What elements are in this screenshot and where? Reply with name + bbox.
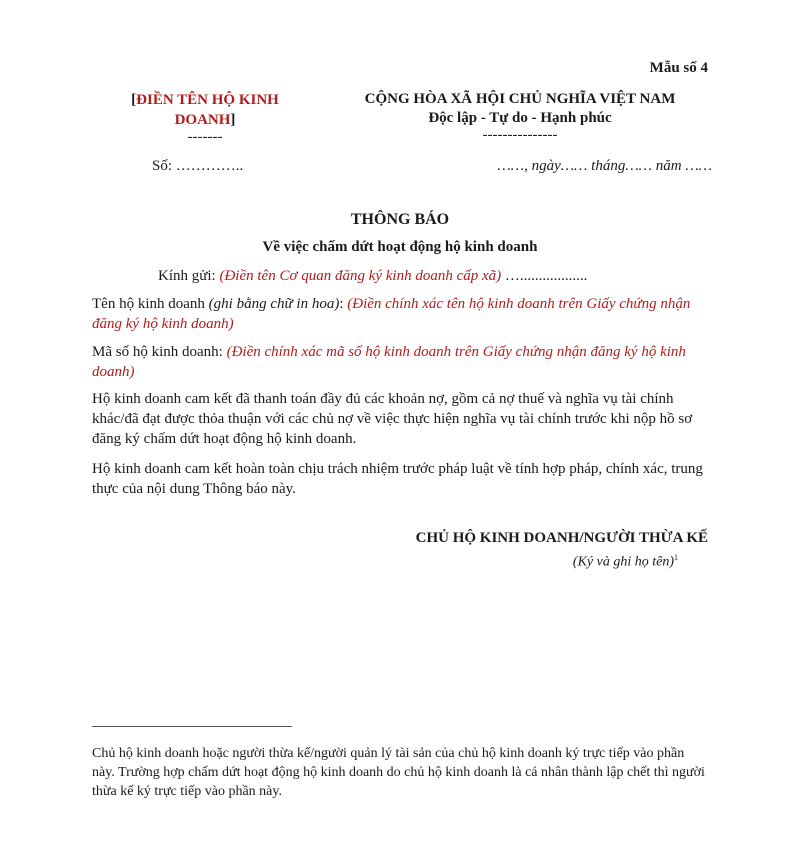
addressee-dots: ….................. [501,268,588,284]
country-name: CỘNG HÒA XÃ HỘI CHỦ NGHĨA VIỆT NAM [364,91,676,107]
document-number: Số: ………….. [152,158,244,174]
right-header-divider: --------------- [482,127,558,143]
footnote-divider [92,726,292,727]
addressee-placeholder: (Điền tên Cơ quan đăng ký kinh doanh cấp xã) [219,268,502,284]
addressee-label: Kính gửi: [158,268,220,284]
document-date: ……, ngày…… tháng…… năm …… [497,158,712,174]
close-bracket: ] [230,112,236,128]
addressee-line [158,268,587,285]
business-name-label: Tên hộ kinh doanh [92,296,209,312]
national-header [350,90,690,142]
footnote-text: Chủ hộ kinh doanh hoặc người thừa kế/người quản lý tài sản của chủ hộ kinh doanh ký trực tiếp vào phần này. Trường hợp chấm dứt hoạt động hộ kinh doanh do chủ hộ kinh doanh là cá nhân thành lập chết thì người thừa kế ký trực tiếp vào phần này. [92,746,705,799]
commitment-paragraph-1: Hộ kinh doanh cam kết đã thanh toán đầy đủ các khoản nợ, gồm cả nợ thuế và nghĩa vụ tài chính khác/đã đạt được thỏa thuận với các chủ nợ về việc thực hiện nghĩa vụ tài chính trước khi nộp hồ sơ đăng ký chấm dứt hoạt động hộ kinh doanh. [92,391,693,447]
business-code-placeholder: (Điền chính xác mã số hộ kinh doanh trên Giấy chứng nhận đăng ký hộ kinh doanh) [92,344,686,380]
business-code-field [92,342,708,382]
document-subtitle: Về việc chấm dứt hoạt động hộ kinh doanh [262,239,538,255]
signature-title: CHỦ HỘ KINH DOANH/NGƯỜI THỪA KẾ [415,530,708,546]
business-name-colon: : [339,296,348,312]
business-name-header [100,90,310,144]
document-title: THÔNG BÁO [350,211,450,228]
open-bracket: [ [131,92,137,108]
signature-note [573,553,678,571]
commitment-paragraph-2: Hộ kinh doanh cam kết hoàn toàn chịu trách nhiệm trước pháp luật về tính hợp pháp, chính xác, trung thực của nội dung Thông báo này. [92,461,703,497]
signature-instruction: (Ký và ghi họ tên) [572,554,674,570]
business-name-placeholder: ĐIỀN TÊN HỘ KINH DOANH [136,92,279,128]
form-number: Mẫu số 4 [649,60,708,76]
business-name-field-placeholder: (Điền chính xác tên hộ kinh doanh trên Giấy chứng nhận đăng ký hộ kinh doanh) [92,296,691,332]
business-name-field [92,294,708,334]
national-motto: Độc lập - Tự do - Hạnh phúc [428,110,612,126]
left-header-divider: ------- [187,129,223,145]
business-name-note: (ghi bằng chữ in hoa) [208,296,340,312]
footnote-ref: 1 [674,553,678,562]
business-code-label: Mã số hộ kinh doanh: [92,344,227,360]
